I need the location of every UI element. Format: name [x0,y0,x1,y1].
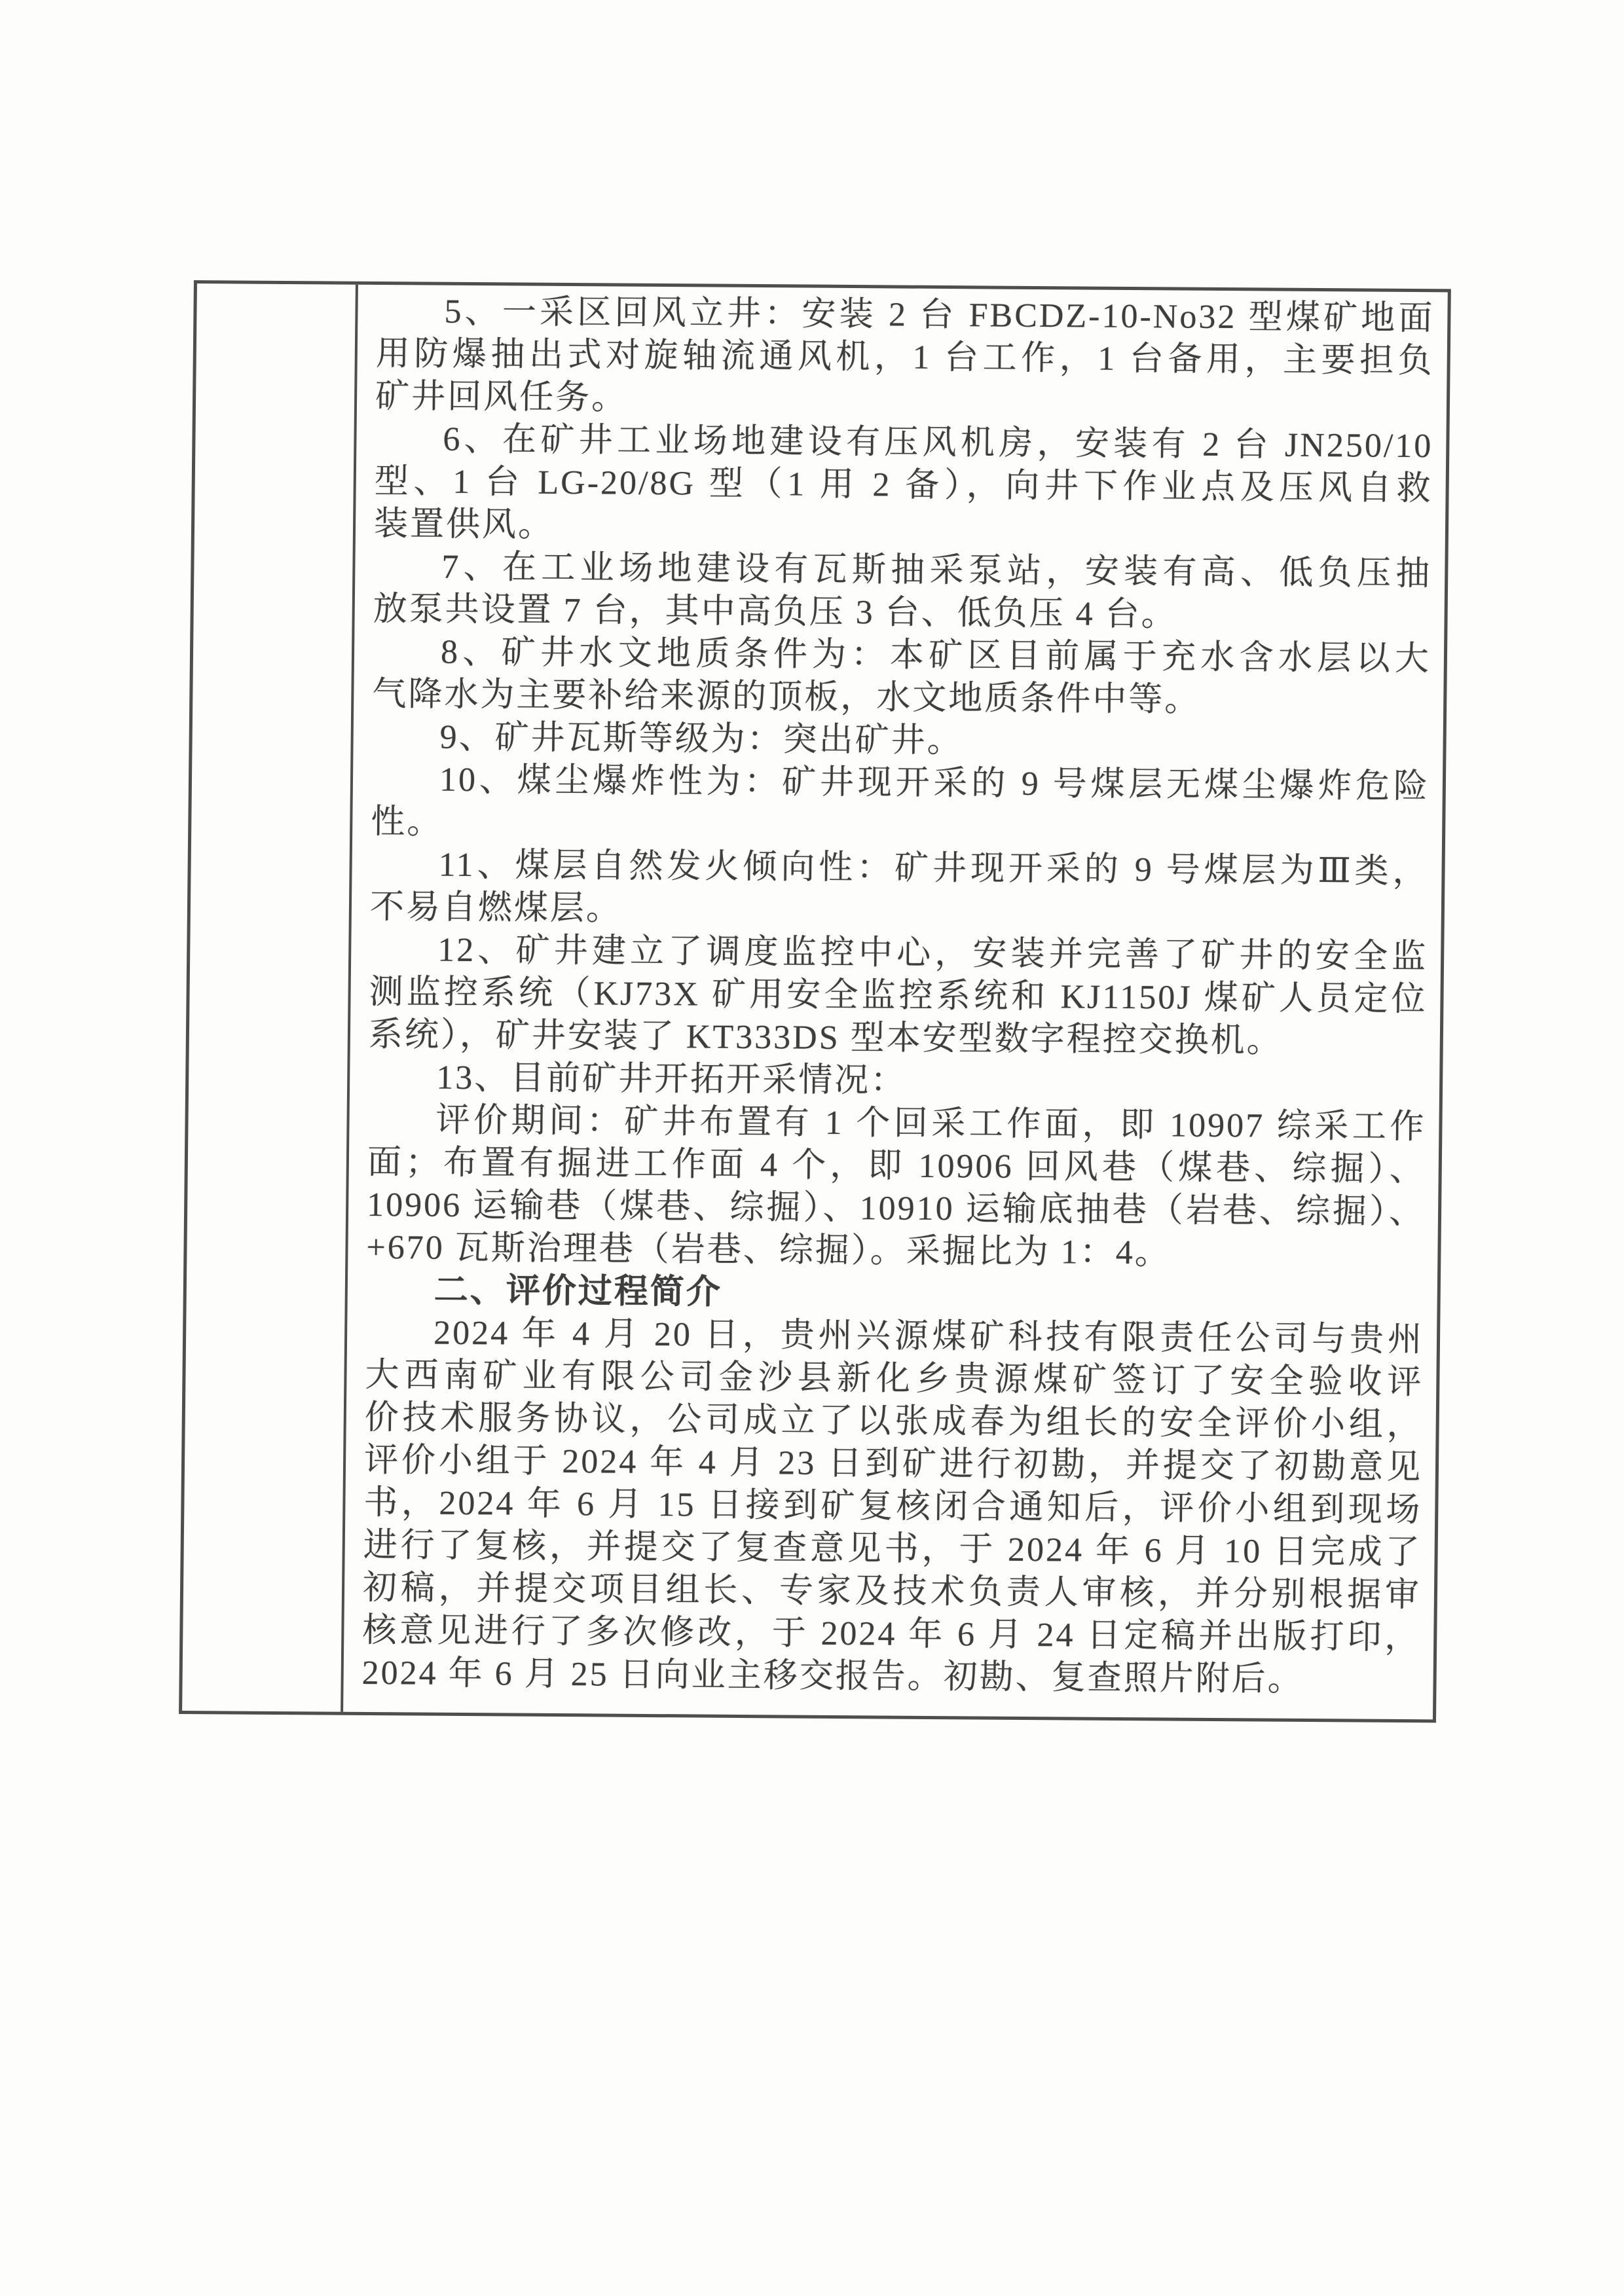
text-line: 评价小组于 2024 年 4 月 23 日到矿进行初勘，并提交了初勘意见 [363,1441,1423,1487]
text-line: 2024 年 4 月 20 日，贵州兴源煤矿科技有限责任公司与贵州 [433,1314,1424,1359]
text-line: 6、在矿井工业场地建设有压风机房，安装有 2 台 JN250/10 [443,420,1433,465]
text-line: 评价期间：矿井布置有 1 个回采工作面，即 10907 综采工作 [435,1101,1426,1146]
text-line: 2024 年 6 月 25 日向业主移交报告。初勘、复查照片附后。 [361,1654,1304,1698]
text-line: 5、一采区回风立井：安装 2 台 FBCDZ-10-No32 型煤矿地面 [444,293,1435,338]
table-header-cell [182,283,358,1712]
text-line: 性。 [371,803,443,841]
text-line: 大西南矿业有限公司金沙县新化乡贵源煤矿签订了安全验收评 [365,1356,1424,1402]
text-line: 用防爆抽出式对旋轴流通风机，1 台工作，1 台备用，主要担负 [375,335,1435,380]
text-line: 矿井回风任务。 [375,377,628,417]
text-line: 核意见进行了多次修改，于 2024 年 6 月 24 日定稿并出版打印， [362,1611,1421,1657]
document-table [179,280,1451,1722]
text-line: 13、目前矿井开拓开采情况： [435,1059,907,1100]
text-line: 型、1 台 LG-20/8G 型（1 用 2 备），向井下作业点及压风自救 [374,462,1433,508]
text-line: 10、煤尘爆炸性为：矿井现开采的 9 号煤层无煤尘爆炸危险 [439,761,1430,806]
text-line: 装置供风。 [373,505,555,544]
text-line: 7、在工业场地建设有瓦斯抽采泵站，安装有高、低负压抽 [441,548,1432,593]
text-line: 系统），矿井安装了 KT333DS 型本安型数字程控交换机。 [368,1015,1283,1060]
text-line: 进行了复核，并提交了复查意见书，于 2024 年 6 月 10 日完成了 [363,1526,1422,1572]
table-content-cell [343,285,1448,1720]
text-line: 气降水为主要补给来源的顶板，水文地质条件中等。 [372,675,1201,719]
text-line: 书，2024 年 6 月 15 日接到矿复核闭合通知后，评价小组到现场 [363,1484,1422,1529]
text-line: 面；布置有掘进工作面 4 个，即 10906 回风巷（煤巷、综掘）、 [367,1143,1426,1189]
text-line: 价技术服务协议，公司成立了以张成春为组长的安全评价小组， [364,1398,1423,1444]
text-line: 11、煤层自然发火倾向性：矿井现开采的 9 号煤层为Ⅲ类， [438,846,1429,891]
text-line: +670 瓦斯治理巷（岩巷、综掘）。采掘比为 1：4。 [366,1228,1172,1272]
text-line: 放泵共设置 7 台，其中高负压 3 台、低负压 4 台。 [373,590,1177,634]
text-line: 不易自燃煤层。 [369,888,623,928]
text-line: 测监控系统（KJ73X 矿用安全监控系统和 KJ1150J 煤矿人员定位 [369,973,1428,1019]
text-line: 9、矿井瓦斯等级为：突出矿井。 [439,718,963,760]
text-line: 10906 运输巷（煤巷、综掘）、10910 运输底抽巷（岩巷、综掘）、 [366,1186,1426,1231]
text-line: 初稿，并提交项目组长、专家及技术负责人审核，并分别根据审 [362,1569,1422,1614]
text-line: 8、矿井水文地质条件为：本矿区目前属于充水含水层以大 [440,633,1431,678]
text-line: 12、矿井建立了调度监控中心，安装并完善了矿井的安全监 [437,931,1428,976]
text-line: 二、评价过程简介 [434,1271,723,1311]
